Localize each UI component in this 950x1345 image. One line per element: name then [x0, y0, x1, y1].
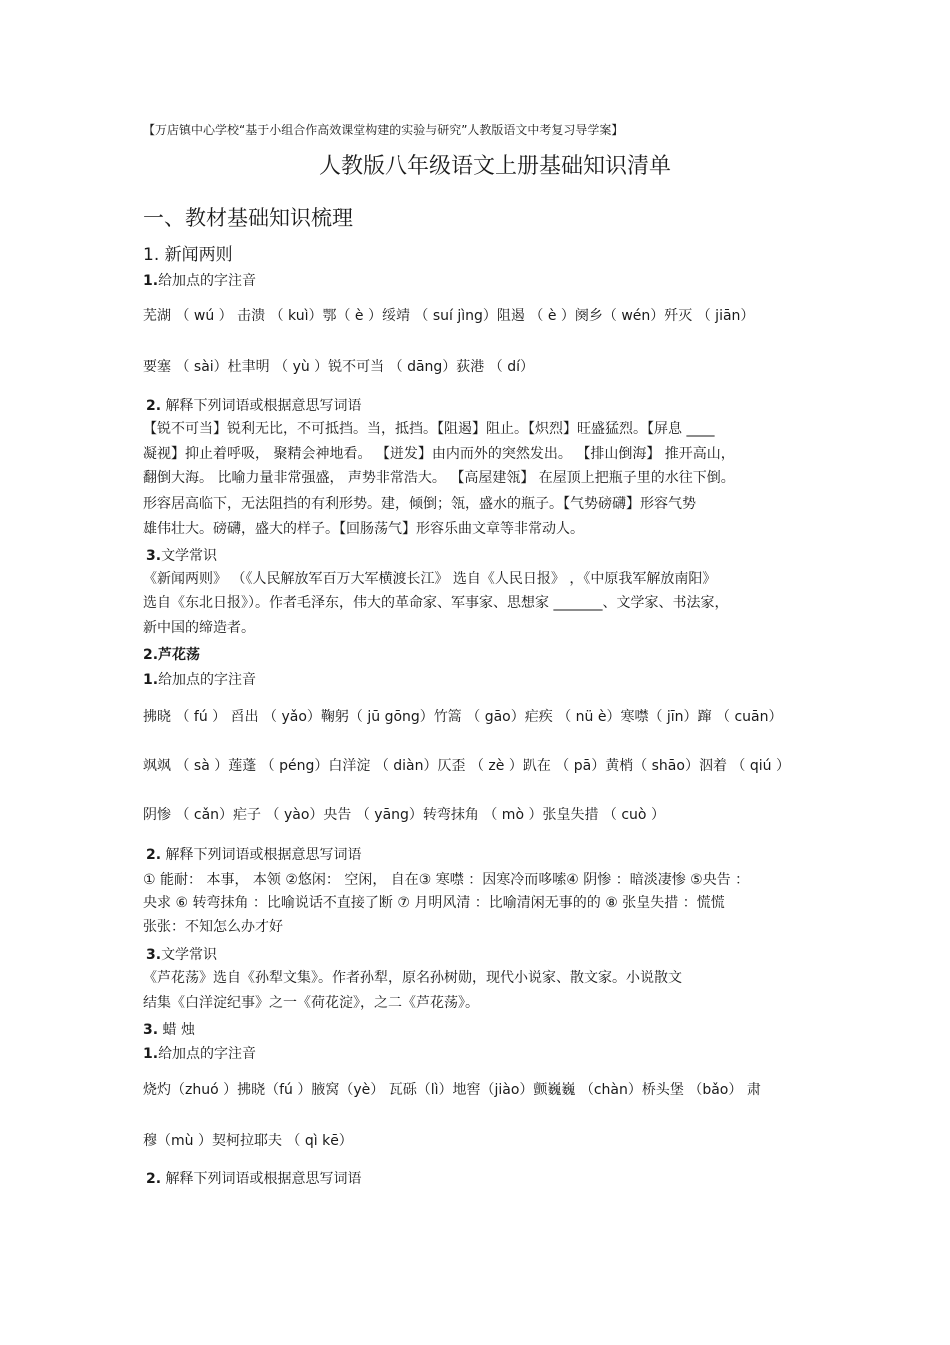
lesson1-pinyin-line: 要塞 （ sài）杜聿明 （ yù ）锐不可当 （ dāng）荻港 （ dí）	[143, 359, 534, 375]
lesson2-lit-line: 结集《白洋淀纪事》之一《荷花淀》，之二《芦花荡》。	[143, 995, 479, 1011]
lesson3-explain-heading: 2. 解释下列词语或根据意思写词语	[146, 1171, 362, 1187]
doc-banner: 【万店镇中心学校“基于小组合作高效课堂构建的实验与研究”人教版语文中考复习导学案】	[143, 123, 624, 137]
lesson1-explain-line: 翻倒大海。 比喻力量非常强盛， 声势非常浩大。 【高屋建瓴】 在屋顶上把瓶子里的水往下倒。	[143, 470, 735, 486]
lesson1-lit-line: 选自《东北日报》）。作者毛泽东，伟大的革命家、军事家、思想家 _______、文学家、书法家，	[143, 595, 729, 611]
lesson1-lit-line: 新中国的缔造者。	[143, 620, 255, 636]
lesson1-explain-heading: 2. 解释下列词语或根据意思写词语	[146, 398, 362, 414]
page-title: 人教版八年级语文上册基础知识清单	[318, 154, 671, 179]
lesson3-title: 3. 蜡 烛	[143, 1022, 195, 1038]
lesson3-pinyin-line: 穆（mù ）契柯拉耶夫 （ qì kē）	[143, 1133, 353, 1149]
lesson2-title: 2.芦花荡	[143, 647, 201, 663]
lesson1-explain-line: 【锐不可当】锐利无比，不可抵挡。当，抵挡。【阻遏】阻止。【炽烈】旺盛猛烈。【屏息 ____	[143, 421, 715, 437]
lesson1-explain-line: 凝视】抑止着呼吸， 聚精会神地看。 【迸发】由内而外的突然发出。 【排山倒海】 推开高山，	[143, 446, 735, 462]
lesson1-pinyin-heading: 1.给加点的字注音	[143, 273, 257, 289]
lesson1-lit-line: 《新闻两则》 （《人民解放军百万大军横渡长江》 选自《人民日报》 ，《中原我军解放南阳》	[143, 571, 717, 587]
lesson1-title: 1. 新闻两则	[143, 245, 233, 265]
lesson2-explain-line: 央求 ⑥ 转弯抹角 ：比喻说话不直接了断 ⑦ 月明风清 ：比喻清闲无事的的 ⑧ 张皇失措 ：慌慌	[143, 895, 725, 911]
lesson2-pinyin-line: 飒飒 （ sà ）莲蓬 （ péng）白洋淀 （ diàn）仄歪 （ zè ）趴在 （ pā）黄梢（ shāo）泅着 （ qiú ）	[143, 758, 790, 774]
lesson2-explain-line: ① 能耐： 本事， 本领 ②悠闲： 空闲， 自在③ 寒噤 ：因寒冷而哆嗦④ 阴惨 ：暗淡凄惨 ⑤央告 ：	[143, 872, 750, 888]
lesson1-explain-line: 雄伟壮大。磅礴，盛大的样子。【回肠荡气】形容乐曲文章等非常动人。	[143, 521, 584, 537]
lesson2-lit-line: 《芦花荡》选自《孙犁文集》。作者孙犁，原名孙树勋，现代小说家、散文家。小说散文	[143, 970, 682, 986]
lesson1-explain-line: 形容居高临下，无法阻挡的有利形势。建，倾倒；瓴，盛水的瓶子。【气势磅礴】形容气势	[143, 496, 696, 512]
lesson2-lit-heading: 3.文学常识	[146, 947, 218, 963]
lesson2-pinyin-heading: 1.给加点的字注音	[143, 672, 257, 688]
lesson1-pinyin-line: 芜湖 （ wú ） 击溃 （ kuì）鄂（ è ）绥靖 （ suí jìng）阻遏 （ è ）阕乡（ wén）歼灭 （ jiān）	[143, 308, 755, 324]
lesson2-explain-line: 张张：不知怎么办才好	[143, 919, 283, 935]
lesson2-explain-heading: 2. 解释下列词语或根据意思写词语	[146, 847, 362, 863]
lesson3-pinyin-heading: 1.给加点的字注音	[143, 1046, 257, 1062]
lesson3-pinyin-line: 烧灼（zhuó ）拂晓（fú ）腋窝（yè） 瓦砾（lì）地窖（jiào）颤巍巍 （chàn）桥头堡 （bǎo） 肃	[143, 1082, 761, 1098]
lesson2-pinyin-line: 阴惨 （ cǎn）疟子 （ yào）央告 （ yāng）转弯抹角 （ mò ）张皇失措 （ cuò ）	[143, 807, 665, 823]
section-heading: 一、教材基础知识梳理	[143, 206, 353, 230]
lesson2-pinyin-line: 拂晓 （ fú ） 舀出 （ yǎo）鞠躬（ jū gōng）竹篙 （ gāo）疟疾 （ nü è）寒噤（ jīn）蹿 （ cuān）	[143, 709, 783, 725]
lesson1-lit-heading: 3.文学常识	[146, 548, 218, 564]
